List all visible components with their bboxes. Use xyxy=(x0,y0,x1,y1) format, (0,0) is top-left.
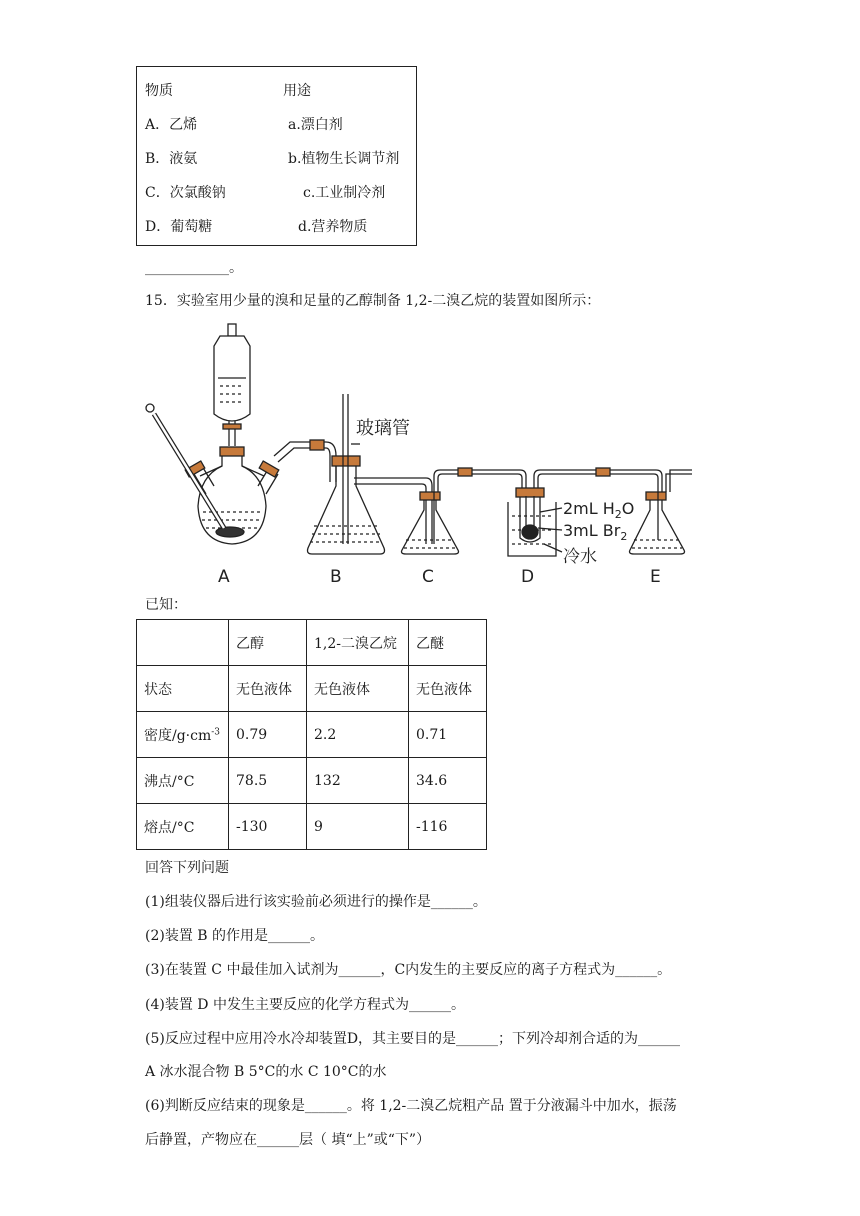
answer-intro: 回答下列问题 xyxy=(145,860,229,876)
substance-a: A．乙烯 xyxy=(145,117,198,133)
label-water: 2mL $H_2O$ xyxy=(563,499,635,521)
thermometer xyxy=(146,404,224,528)
table-header-cell: 乙醚 xyxy=(409,620,487,666)
table-cell: 2.2 xyxy=(307,712,409,758)
use-b: b.植物生长调节剂 xyxy=(288,151,400,167)
flask-c xyxy=(402,492,459,554)
question-6-cont: 后静置，产物应在______层（ 填“上”或“下”） xyxy=(145,1132,431,1148)
header-substance: 物质 xyxy=(145,83,173,99)
table-cell: 0.71 xyxy=(409,712,487,758)
apparatus-diagram xyxy=(140,316,700,588)
matching-table xyxy=(136,66,417,246)
table-row xyxy=(137,804,487,850)
table-cell: 无色液体 xyxy=(307,666,409,712)
table-cell: 沸点/°C xyxy=(137,758,229,804)
substance-c: C．次氯酸钠 xyxy=(145,185,226,201)
question-4: (4)装置 D 中发生主要反应的化学方程式为______。 xyxy=(145,997,465,1013)
table-cell: 9 xyxy=(307,804,409,850)
label-glass-tube: 玻璃管 xyxy=(356,418,410,439)
beaker-d xyxy=(508,488,562,556)
table-row xyxy=(137,758,487,804)
use-d: d.营养物质 xyxy=(298,219,368,235)
label-d: D xyxy=(521,567,535,587)
label-e: E xyxy=(650,567,661,587)
table-cell: 132 xyxy=(307,758,409,804)
separatory-funnel xyxy=(214,324,250,446)
answer-blank: ____________。 xyxy=(145,260,243,276)
table-row xyxy=(137,712,487,758)
table-cell: 0.79 xyxy=(229,712,307,758)
table-header-row xyxy=(137,620,487,666)
table-cell: -130 xyxy=(229,804,307,850)
header-use: 用途 xyxy=(283,83,311,99)
label-b: B xyxy=(330,567,342,587)
label-c: C xyxy=(422,567,434,587)
density-sup: -3 xyxy=(211,726,221,737)
label-cold-water: 冷水 xyxy=(563,547,597,567)
table-header-cell: 乙醇 xyxy=(229,620,307,666)
question-3: (3)在装置 C 中最佳加入试剂为______，C内发生的主要反应的离子方程式为______。 xyxy=(145,962,672,978)
question-5: (5)反应过程中应用冷水冷却装置D，其主要目的是______；下列冷却剂合适的为______ xyxy=(145,1031,681,1047)
substance-b: B．液氨 xyxy=(145,151,198,167)
known-label: 已知： xyxy=(145,597,187,613)
table-header-cell xyxy=(137,620,229,666)
table-cell: 无色液体 xyxy=(229,666,307,712)
use-c: c.工业制冷剂 xyxy=(303,185,386,201)
table-cell xyxy=(137,712,229,758)
label-a: A xyxy=(218,567,230,587)
table-cell: 状态 xyxy=(137,666,229,712)
table-cell: 78.5 xyxy=(229,758,307,804)
three-neck-flask xyxy=(185,447,279,544)
question-5-options: A 冰水混合物 B 5°C的水 C 10°C的水 xyxy=(145,1064,387,1080)
density-label: 密度/g·cm xyxy=(144,727,212,744)
table-cell: 熔点/°C xyxy=(137,804,229,850)
question-1: (1)组装仪器后进行该实验前必须进行的操作是______。 xyxy=(145,894,487,910)
table-cell: 无色液体 xyxy=(409,666,487,712)
question-6: (6)判断反应结束的现象是______。将 1,2-二溴乙烷粗产品 置于分液漏斗中加水，振荡 xyxy=(145,1098,677,1114)
question-2: (2)装置 B 的作用是______。 xyxy=(145,928,325,944)
table-row xyxy=(137,666,487,712)
properties-table xyxy=(136,619,487,850)
substance-d: D．葡萄糖 xyxy=(145,219,213,235)
use-a: a.漂白剂 xyxy=(288,117,343,133)
label-bromine: 3mL $Br_2$ xyxy=(563,521,628,543)
table-cell: -116 xyxy=(409,804,487,850)
table-header-cell: 1,2-二溴乙烷 xyxy=(307,620,409,666)
question-15: 15．实验室用少量的溴和足量的乙醇制备 1,2-二溴乙烷的装置如图所示： xyxy=(145,293,601,309)
flask-e xyxy=(630,492,685,554)
table-cell: 34.6 xyxy=(409,758,487,804)
